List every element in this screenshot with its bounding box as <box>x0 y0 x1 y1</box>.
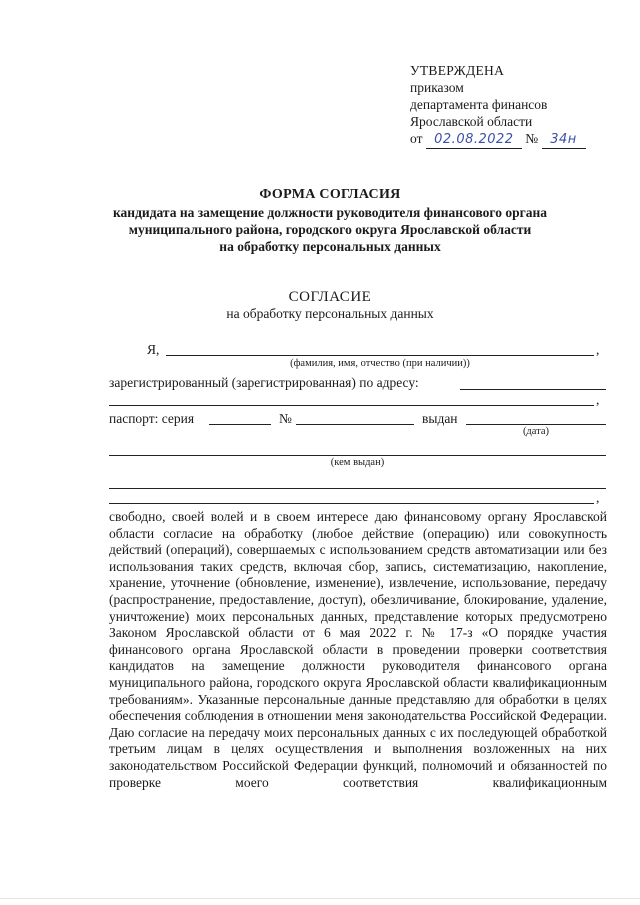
approval-line-department: департамента финансов <box>410 97 548 112</box>
consent-body-paragraph: свободно, своей волей и в своем интересе даю финансовому органу Ярославской области согласие на обработку (любое действие (операцию) или совокупность действий (операций), совершаемых с использованием средств автоматизации или без использования таких средств, включая сбор, запись, систематизацию, накопление, хранение, уточнение (обновление, изменение), извлечение, использование, передачу (распространение, предоставление, доступ), обезличивание, блокирование, удаление, уничтожение) моих персональных данных, представление которых предусмотрено Законом Ярославской области от 6 мая 2022 г. № 17-з «О порядке участия финансового органа Ярославской области в проведении проверки соответствия кандидатов на замещение должности руководителя финансового органа муниципального района, городского округа Ярославской области квалификационным требованиям». Указанные персональные данные представляю для обработки в целях обеспечения соблюдения в отношении меня законодательства Российской Федерации. Даю согласие на передачу моих персональных данных с их последующей обработкой третьим лицам в целях осуществления и выполнения возложенных на них законодательством Российской Федерации функций, полномочий и обязанностей по проверке моего соответствия квалификационным <box>109 509 607 790</box>
approval-line-order: приказом <box>410 80 464 95</box>
address-comma: , <box>596 392 600 407</box>
i-label: Я, <box>147 342 160 357</box>
issued-date-input-line[interactable] <box>466 424 606 425</box>
form-title: ФОРМА СОГЛАСИЯ <box>259 187 401 202</box>
form-header-line-3: на обработку персональных данных <box>219 239 441 254</box>
fio-input-line[interactable] <box>166 355 594 356</box>
passport-series-label: паспорт: серия <box>109 411 195 426</box>
fio-caption: (фамилия, имя, отчество (при наличии)) <box>290 358 470 369</box>
passport-number-label: № <box>279 411 292 426</box>
issued-by-caption: (кем выдан) <box>330 457 385 468</box>
form-header <box>80 186 580 255</box>
issued-by-input-line-1[interactable] <box>109 455 606 456</box>
approval-line-region: Ярославской области <box>410 114 533 129</box>
passport-series-input-line[interactable] <box>209 424 271 425</box>
approval-date-line <box>410 130 586 149</box>
date-caption: (дата) <box>522 426 550 437</box>
fio-comma: , <box>596 342 600 357</box>
form-header-line-1: кандидата на замещение должности руководителя финансового органа <box>112 205 547 220</box>
page-bottom-edge <box>0 898 640 899</box>
consent-title: СОГЛАСИЕ <box>288 289 372 305</box>
approval-title: УТВЕРЖДЕНА <box>410 63 505 78</box>
issued-by-input-line-2[interactable] <box>109 488 606 489</box>
handwritten-number: 34н <box>542 131 586 149</box>
issued-by-input-line-3[interactable] <box>109 503 594 504</box>
address-label: зарегистрированный (зарегистрированная) по адресу: <box>109 375 419 390</box>
number-sign: № <box>525 131 539 146</box>
approval-block <box>410 62 586 149</box>
handwritten-date: 02.08.2022 <box>426 131 522 149</box>
date-prefix: от <box>410 131 423 146</box>
address-input-line-2[interactable] <box>109 405 594 406</box>
address-input-line-1[interactable] <box>460 389 606 390</box>
form-header-line-2: муниципального района, городского округа Ярославской области <box>128 222 532 237</box>
issued-label: выдан <box>422 411 458 426</box>
consent-subtitle: на обработку персональных данных <box>226 306 434 321</box>
passport-number-input-line[interactable] <box>296 424 414 425</box>
issued-by-comma: , <box>596 490 600 505</box>
